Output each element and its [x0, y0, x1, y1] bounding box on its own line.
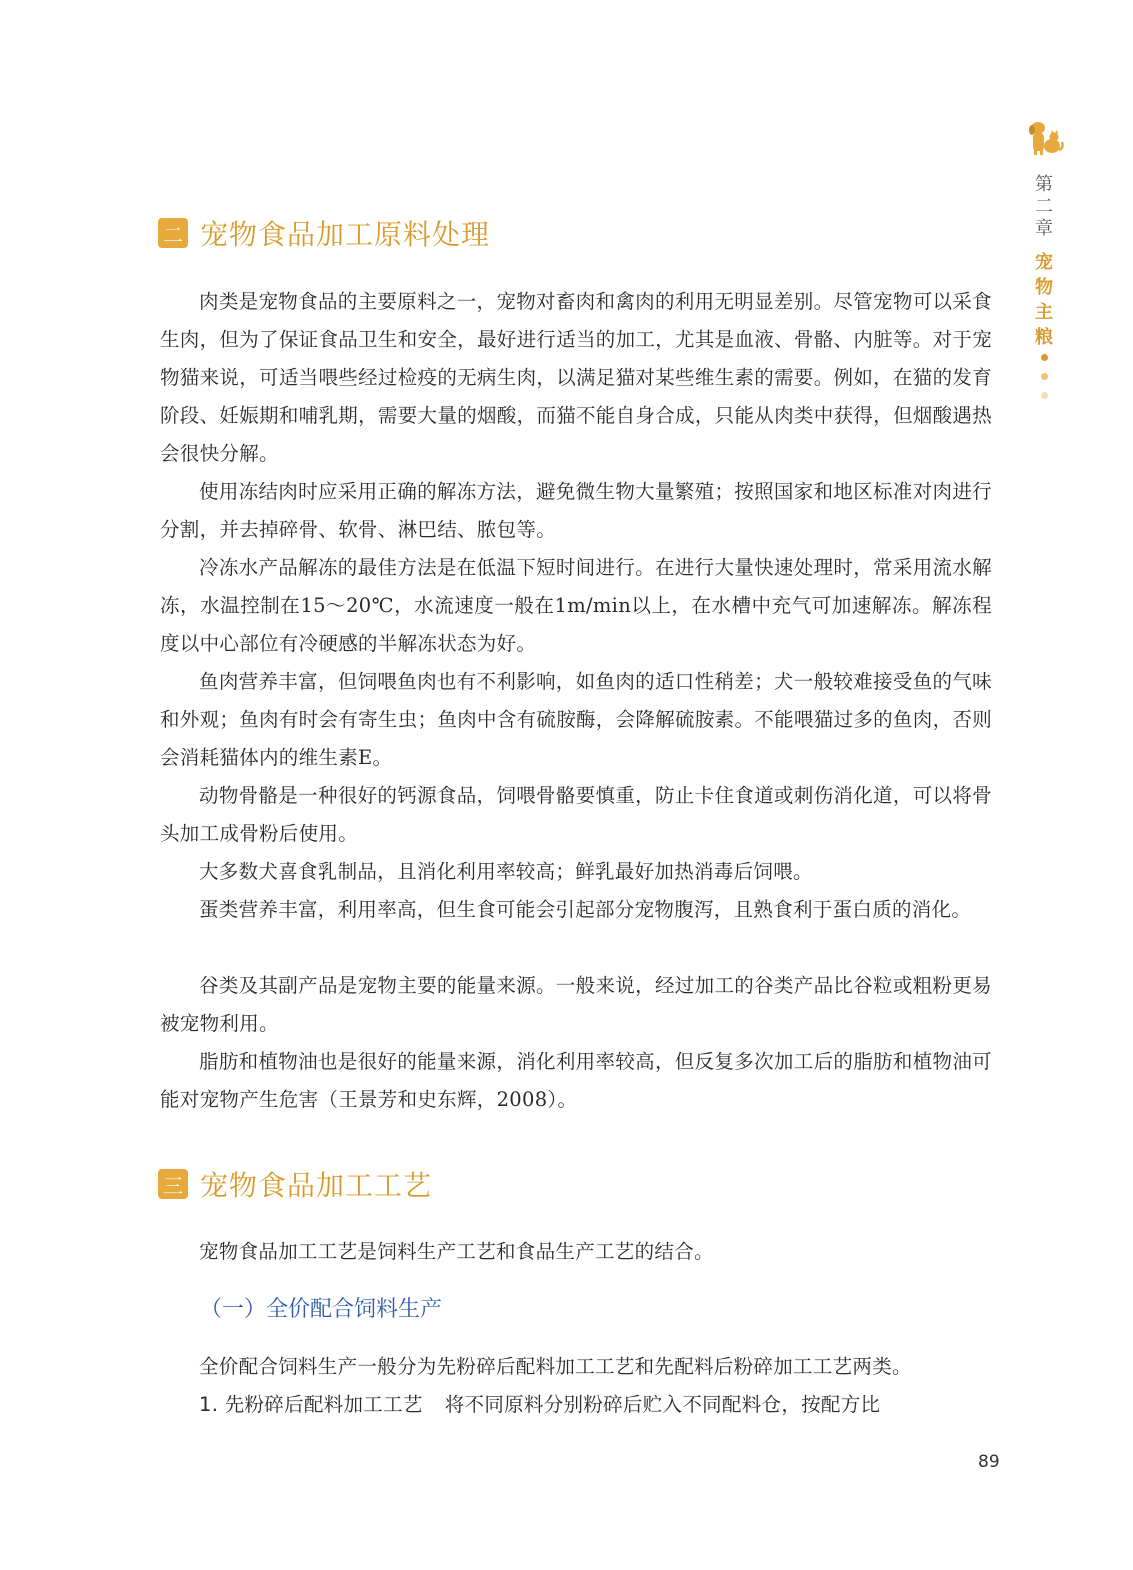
chapter-label: 第二章: [1035, 174, 1053, 239]
dot-2: [1041, 373, 1048, 380]
item-1-text: 将不同原料分别粉碎后贮入不同配料仓，按配方比: [444, 1393, 881, 1416]
page-number: 89: [978, 1452, 1000, 1472]
subsection-heading: （一）全价配合饲料生产: [200, 1297, 443, 1322]
chapter-side-tab: [1022, 118, 1066, 399]
paragraph-fish: 鱼肉营养丰富，但饲喂鱼肉也有不利影响，如鱼肉的适口性稍差；犬一般较难接受鱼的气味和外观；鱼肉有时会有寄生虫；鱼肉中含有硫胺酶，会降解硫胺素。不能喂猫过多的鱼肉，否则会消耗猫体内的维生素E。: [160, 670, 992, 769]
paragraph-eggs: 蛋类营养丰富，利用率高，但生食可能会引起部分宠物腹泻，且熟食利于蛋白质的消化。: [199, 898, 972, 921]
paragraph-frozen-meat: 使用冻结肉时应采用正确的解冻方法，避免微生物大量繁殖；按照国家和地区标准对肉进行分割，并去掉碎骨、软骨、淋巴结、脓包等。: [160, 480, 992, 541]
dog-cat-icon: [1024, 118, 1064, 158]
item-1-lead: 1. 先粉碎后配料加工工艺: [199, 1393, 423, 1416]
dot-3: [1041, 392, 1048, 399]
paragraph-aquatic: 冷冻水产品解冻的最佳方法是在低温下短时间进行。在进行大量快速处理时，常采用流水解冻，水温控制在15～20℃，水流速度一般在1m/min以上，在水槽中充气可加速解冻。解冻程度以中心部位有冷硬感的半解冻状态为好。: [160, 556, 992, 655]
section-3-title: 宠物食品加工工艺: [200, 1169, 433, 1202]
section-3-heading: [158, 1164, 432, 1204]
paragraph-dairy: 大多数犬喜食乳制品，且消化利用率较高；鲜乳最好加热消毒后饲喂。: [199, 860, 813, 883]
section-3-intro: 宠物食品加工工艺是饲料生产工艺和食品生产工艺的结合。: [199, 1240, 714, 1263]
chapter-name: 宠物主粮: [1035, 252, 1053, 348]
paragraph-grains: 谷类及其副产品是宠物主要的能量来源。一般来说，经过加工的谷类产品比谷粒或粗粉更易被宠物利用。: [160, 974, 992, 1035]
section-2-heading: [158, 213, 490, 253]
decorative-dots: [1041, 354, 1048, 399]
paragraph-bone: 动物骨骼是一种很好的钙源食品，饲喂骨骼要慎重，防止卡住食道或刺伤消化道，可以将骨头加工成骨粉后使用。: [160, 784, 992, 845]
section-2-title: 宠物食品加工原料处理: [200, 218, 491, 251]
section-3-number: 三: [158, 1169, 188, 1199]
section-2-number: 二: [158, 218, 188, 248]
subsection-intro: 全价配合饲料生产一般分为先粉碎后配料加工工艺和先配料后粉碎加工工艺两类。: [199, 1355, 912, 1378]
paragraph-fats: 脂肪和植物油也是很好的能量来源，消化利用率较高，但反复多次加工后的脂肪和植物油可能对宠物产生危害（王景芳和史东辉，2008）。: [160, 1050, 992, 1111]
dot-1: [1041, 354, 1048, 361]
item-1-paragraph: [160, 1386, 992, 1424]
paragraph-meat: 肉类是宠物食品的主要原料之一，宠物对畜肉和禽肉的利用无明显差别。尽管宠物可以采食生肉，但为了保证食品卫生和安全，最好进行适当的加工，尤其是血液、骨骼、内脏等。对于宠物猫来说，可适当喂些经过检疫的无病生肉，以满足猫对某些维生素的需要。例如，在猫的发育阶段、妊娠期和哺乳期，需要大量的烟酸，而猫不能自身合成，只能从肉类中获得，但烟酸遇热会很快分解。: [160, 290, 992, 465]
